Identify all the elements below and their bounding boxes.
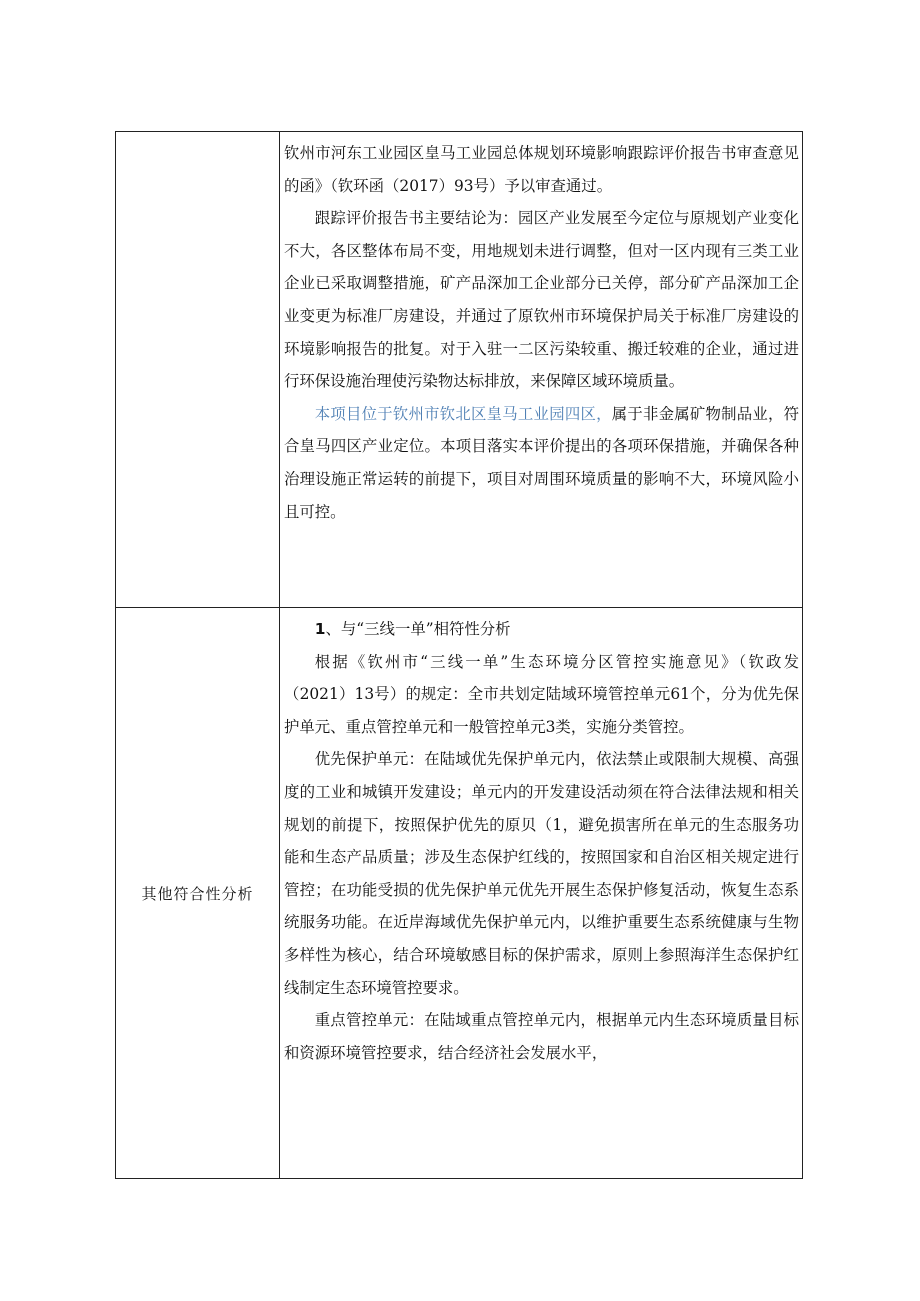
paragraph-text: 属于非金属矿物制品业，符合皇马四区产业定位。本项目落实本评价提出的各项环保措施，并确保各种治理设施正常运转的前提下，项目对周围环境质量的影响不大，环境风险小且可控。 — [284, 404, 799, 521]
paragraph — [284, 398, 799, 528]
row-label-cell: 其他符合性分析 — [116, 608, 280, 1179]
row-label-cell — [116, 132, 280, 608]
paragraph: 跟踪评价报告书主要结论为：园区产业发展至今定位与原规划产业变化不大，各区整体布局不变，用地规划未进行调整，但对一区内现有三类工业企业已采取调整措施，矿产品深加工企业部分已关停，部分矿产品深加工企业变更为标准厂房建设，并通过了原钦州市环境保护局关于标准厂房建设的环境影响报告的批复。对于入驻一二区污染较重、搬迁较难的企业，通过进行环保设施治理使污染物达标排放，来保障区域环境质量。 — [284, 209, 799, 391]
table-row — [116, 608, 803, 1179]
highlighted-text: 本项目位于钦州市钦北区皇马工业园四区， — [314, 404, 612, 423]
paragraph: 优先保护单元：在陆域优先保护单元内，依法禁止或限制大规模、高强度的工业和城镇开发建设；单元内的开发建设活动须在符合法律法规和相关规划的前提下，按照保护优先的原贝（1，避免损害所在单元的生态服务功能和生态产品质量；涉及生态保护红线的，按照国家和自治区相关规定进行管控；在功能受损的优先保护单元优先开展生态保护修复活动，恢复生态系统服务功能。在近岸海域优先保护单元内，以维护重要生态系统健康与生物多样性为核心，结合环境敏感目标的保护需求，原则上参照海洋生态保护红线制定生态环境管控要求。 — [284, 750, 799, 997]
document-table — [115, 131, 803, 1179]
paragraph: 钦州市河东工业园区皇马工业园总体规划环境影响跟踪评价报告书审查意见的函》（钦环函（2017）93号）予以审查通过。 — [284, 144, 799, 195]
heading-number: 1 — [314, 620, 326, 638]
row-content-cell — [280, 608, 803, 1179]
paragraph: 根据《钦州市“三线一单”生态环境分区管控实施意见》（钦政发（2021）13号）的规定：全市共划定陆域环境管控单元61个，分为优先保护单元、重点管控单元和一般管控单元3类，实施分类管控。 — [284, 652, 799, 736]
table-row — [116, 132, 803, 608]
section-heading — [284, 613, 799, 646]
heading-text: 、与“三线一单”相符性分析 — [325, 620, 511, 638]
paragraph: 重点管控单元：在陆域重点管控单元内，根据单元内生态环境质量目标和资源环境管控要求，结合经济社会发展水平， — [284, 1011, 799, 1062]
row-content-cell — [280, 132, 803, 608]
